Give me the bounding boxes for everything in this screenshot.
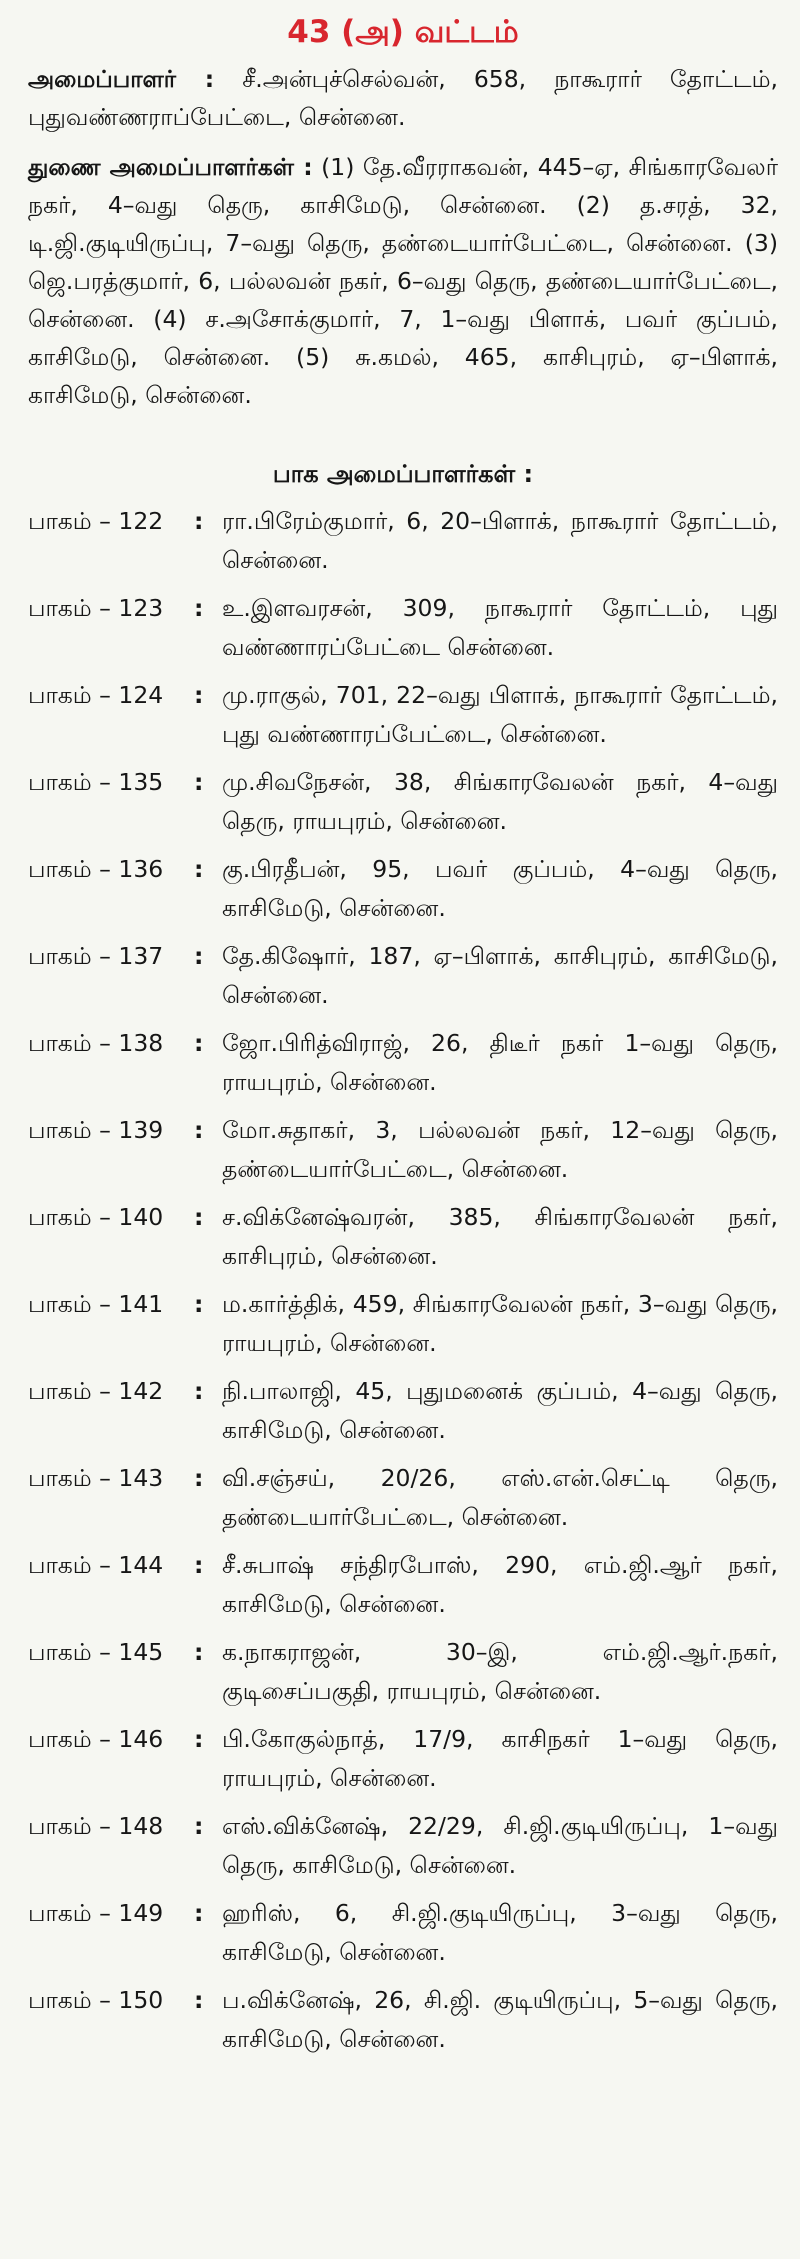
part-number: பாகம் – 149	[28, 1899, 164, 1927]
deputy-organizers-label: துணை அமைப்பாளர்கள் :	[28, 153, 313, 181]
part-number: பாகம் – 146	[28, 1725, 164, 1753]
organizer-address: தே.கிஷோர், 187, ஏ–பிளாக், காசிபுரம், காசிமேடு, சென்னை.	[222, 942, 778, 1009]
separator: :	[194, 1464, 204, 1492]
organizer-address: மு.ராகுல், 701, 22–வது பிளாக், நாகூரார் தோட்டம், புது வண்ணாரப்பேட்டை, சென்னை.	[222, 681, 778, 748]
part-number: பாகம் – 122	[28, 507, 164, 535]
part-number: பாகம் – 139	[28, 1116, 164, 1144]
list-item	[28, 1807, 778, 1885]
list-item	[28, 1981, 778, 2059]
organizer-address: ரா.பிரேம்குமார், 6, 20–பிளாக், நாகூரார் தோட்டம், சென்னை.	[222, 507, 778, 574]
part-number: பாகம் – 136	[28, 855, 164, 883]
organizer-paragraph	[28, 60, 778, 136]
part-number: பாகம் – 123	[28, 594, 164, 622]
organizer-address: எஸ்.விக்னேஷ், 22/29, சி.ஜி.குடியிருப்பு, 1–வது தெரு, காசிமேடு, சென்னை.	[222, 1812, 778, 1879]
organizer-address: ம.கார்த்திக், 459, சிங்காரவேலன் நகர், 3–வது தெரு, ராயபுரம், சென்னை.	[222, 1290, 778, 1357]
separator: :	[194, 594, 204, 622]
separator: :	[194, 768, 204, 796]
separator: :	[194, 1203, 204, 1231]
list-item	[28, 1894, 778, 1972]
section-heading: பாக அமைப்பாளர்கள் :	[272, 460, 534, 488]
part-number: பாகம் – 148	[28, 1812, 164, 1840]
list-item	[28, 1372, 778, 1450]
list-item	[28, 1285, 778, 1363]
organizer-address: ஹரிஸ், 6, சி.ஜி.குடியிருப்பு, 3–வது தெரு, காசிமேடு, சென்னை.	[222, 1899, 778, 1966]
list-item	[28, 763, 778, 841]
separator: :	[194, 1725, 204, 1753]
part-number: பாகம் – 142	[28, 1377, 164, 1405]
organizer-address: க.நாகராஜன், 30–இ, எம்.ஜி.ஆர்.நகர், குடிசைப்பகுதி, ராயபுரம், சென்னை.	[222, 1638, 778, 1705]
list-item	[28, 676, 778, 754]
organizer-text: சீ.அன்புச்செல்வன், 658, நாகூரார் தோட்டம், புதுவண்ணராப்பேட்டை, சென்னை.	[28, 65, 778, 131]
deputy-organizers-text: (1) தே.வீரராகவன், 445–ஏ, சிங்காரவேலர் நகர், 4–வது தெரு, காசிமேடு, சென்னை. (2) த.சரத், 32, டி.ஜி.குடியிருப்பு, 7–வது தெரு, தண்டையார்பேட்டை, சென்னை. (3) ஜெ.பரத்குமார், 6, பல்லவன் நகர், 6–வது தெரு, தண்டையார்பேட்டை, சென்னை. (4) ச.அசோக்குமார், 7, 1–வது பிளாக், பவர் குப்பம், காசிமேடு, சென்னை. (5) சு.கமல், 465, காசிபுரம், ஏ–பிளாக், காசிமேடு, சென்னை.	[28, 153, 778, 409]
part-number: பாகம் – 140	[28, 1203, 164, 1231]
list-item	[28, 1111, 778, 1189]
separator: :	[194, 1551, 204, 1579]
organizer-address: வி.சஞ்சய், 20/26, எஸ்.என்.செட்டி தெரு, தண்டையார்பேட்டை, சென்னை.	[222, 1464, 778, 1531]
organizer-address: உ.இளவரசன், 309, நாகூரார் தோட்டம், புது வண்ணாரப்பேட்டை சென்னை.	[222, 594, 778, 661]
list-item	[28, 1459, 778, 1537]
organizer-address: மு.சிவநேசன், 38, சிங்காரவேலன் நகர், 4–வது தெரு, ராயபுரம், சென்னை.	[222, 768, 778, 835]
organizer-address: மோ.சுதாகர், 3, பல்லவன் நகர், 12–வது தெரு, தண்டையார்பேட்டை, சென்னை.	[222, 1116, 778, 1183]
separator: :	[194, 1812, 204, 1840]
part-number: பாகம் – 124	[28, 681, 164, 709]
list-item	[28, 937, 778, 1015]
part-number: பாகம் – 150	[28, 1986, 164, 2014]
part-organizers-list	[28, 502, 778, 2059]
part-number: பாகம் – 137	[28, 942, 164, 970]
part-number: பாகம் – 138	[28, 1029, 164, 1057]
part-number: பாகம் – 141	[28, 1290, 164, 1318]
list-item	[28, 589, 778, 667]
separator: :	[194, 1899, 204, 1927]
separator: :	[194, 942, 204, 970]
organizer-address: ஜோ.பிரித்விராஜ், 26, திடீர் நகர் 1–வது தெரு, ராயபுரம், சென்னை.	[222, 1029, 778, 1096]
separator: :	[194, 507, 204, 535]
organizer-address: கு.பிரதீபன், 95, பவர் குப்பம், 4–வது தெரு, காசிமேடு, சென்னை.	[222, 855, 778, 922]
part-number: பாகம் – 145	[28, 1638, 164, 1666]
list-item	[28, 1720, 778, 1798]
separator: :	[194, 1986, 204, 2014]
separator: :	[194, 1638, 204, 1666]
list-item	[28, 1633, 778, 1711]
list-item	[28, 850, 778, 928]
part-number: பாகம் – 144	[28, 1551, 164, 1579]
separator: :	[194, 681, 204, 709]
organizer-address: நி.பாலாஜி, 45, புதுமனைக் குப்பம், 4–வது தெரு, காசிமேடு, சென்னை.	[222, 1377, 778, 1444]
list-item	[28, 1024, 778, 1102]
separator: :	[194, 1029, 204, 1057]
organizer-label: அமைப்பாளர் :	[28, 65, 215, 93]
part-number: பாகம் – 143	[28, 1464, 164, 1492]
separator: :	[194, 855, 204, 883]
part-number: பாகம் – 135	[28, 768, 164, 796]
list-item	[28, 1546, 778, 1624]
organizer-address: ப.விக்னேஷ், 26, சி.ஜி. குடியிருப்பு, 5–வது தெரு, காசிமேடு, சென்னை.	[222, 1986, 778, 2053]
separator: :	[194, 1290, 204, 1318]
separator: :	[194, 1116, 204, 1144]
separator: :	[194, 1377, 204, 1405]
deputy-organizers-paragraph	[28, 148, 778, 414]
page-title: 43 (அ) வட்டம்	[287, 14, 519, 50]
list-item	[28, 502, 778, 580]
organizer-address: சீ.சுபாஷ் சந்திரபோஸ், 290, எம்.ஜி.ஆர் நகர், காசிமேடு, சென்னை.	[222, 1551, 778, 1618]
organizer-address: பி.கோகுல்நாத், 17/9, காசிநகர் 1–வது தெரு, ராயபுரம், சென்னை.	[222, 1725, 778, 1792]
organizer-address: ச.விக்னேஷ்வரன், 385, சிங்காரவேலன் நகர், காசிபுரம், சென்னை.	[222, 1203, 778, 1270]
list-item	[28, 1198, 778, 1276]
